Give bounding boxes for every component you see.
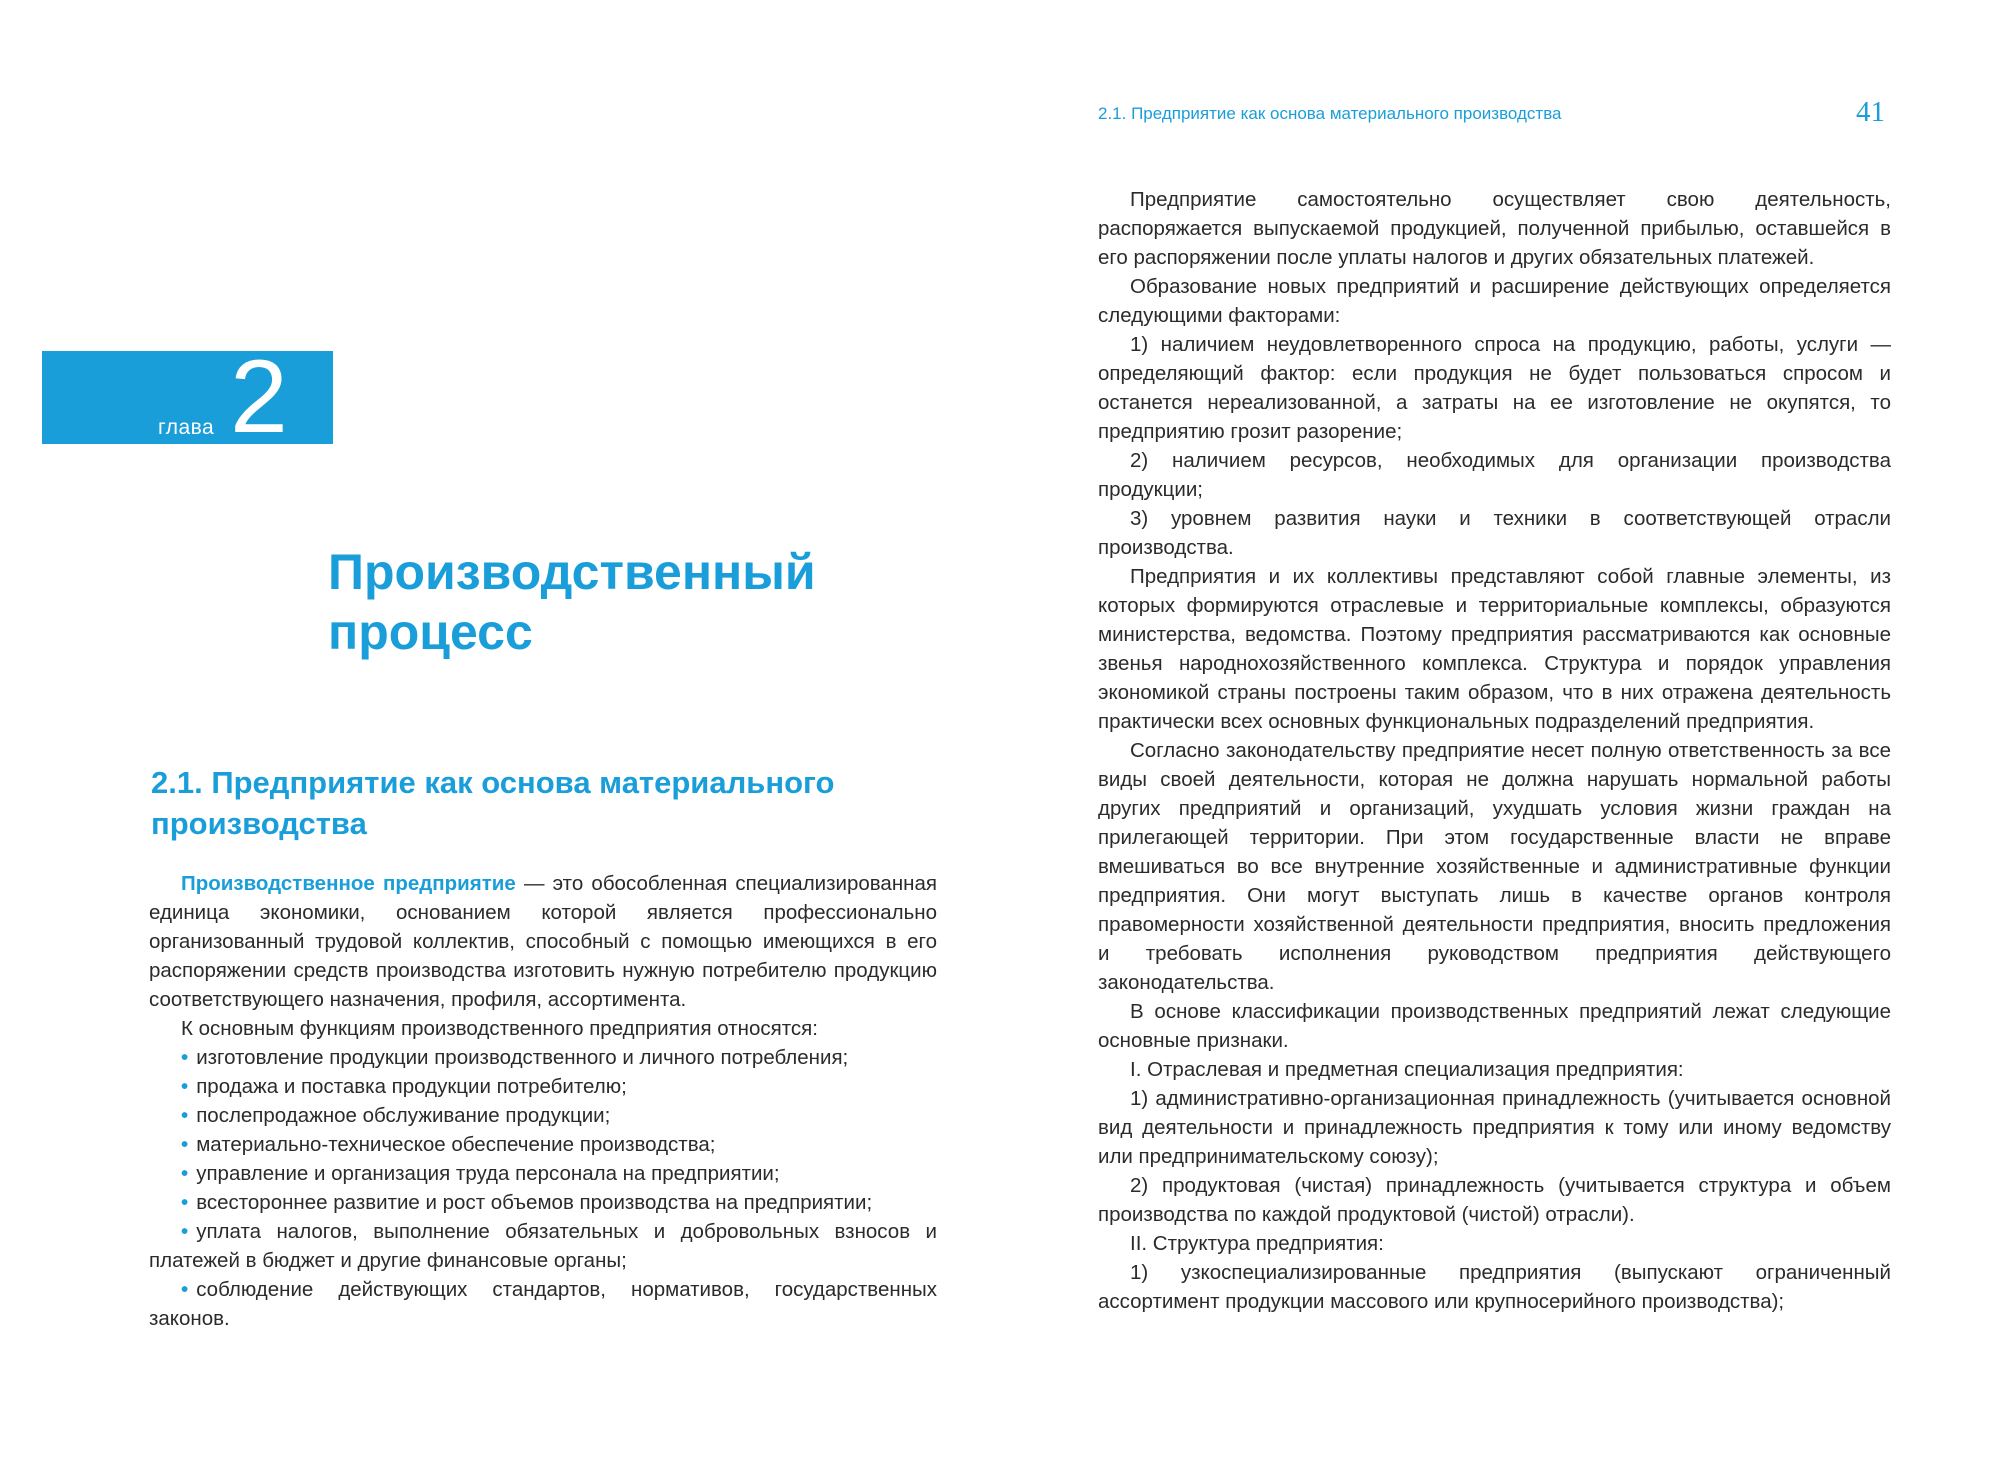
page-number: 41 <box>1856 96 1885 128</box>
definition-paragraph <box>149 869 937 1014</box>
list-item: • соблюдение действующих стандартов, нормативов, государственных законов. <box>149 1278 937 1330</box>
list-item: 1) узкоспециализированные предприятия (выпускают ограниченный ассортимент продукции массового или крупносерийного производства); <box>1098 1261 1891 1313</box>
paragraph: Согласно законодательству предприятие несет полную ответственность за все виды своей деятельности, которая не должна нарушать нормальной работы других предприятий и организаций, ухудшать условия жизни граждан на прилегающей территории. При этом государственные власти не вправе вмешиваться во все внутренние хозяйственные и административные функции предприятия. Они могут выступать лишь в качестве органов контроля правомерности хозяйственной деятельности предприятия, вносить предложения и требовать исполнения руководством предприятия действующего законодательства. <box>1098 739 1891 994</box>
list-item: • управление и организация труда персонала на предприятии; <box>181 1162 780 1185</box>
bullet-icon: • <box>181 1046 189 1069</box>
list-item: • уплата налогов, выполнение обязательных и добровольных взносов и платежей в бюджет и другие финансовые органы; <box>149 1220 937 1272</box>
section-heading: 2.1. Предприятие как основа материального производства <box>151 765 835 841</box>
list-item: 1) наличием неудовлетворенного спроса на продукцию, работы, услуги — определяющий фактор: если продукция не будет пользоваться спросом и останется нереализованной, а затраты на ее изготовление не окупятся, то предприятию грозит разорение; <box>1098 333 1891 443</box>
list-item: 2) наличием ресурсов, необходимых для организации производства продукции; <box>1098 449 1891 501</box>
list-item: • материально-техническое обеспечение производства; <box>181 1133 716 1156</box>
list-item: 3) уровнем развития науки и техники в соответствующей отрасли производства. <box>1098 507 1891 559</box>
definition-text: — это обособленная специализированная единица экономики, основанием которой является профессионально организованный трудовой коллектив, способный с помощью имеющихся в его распоряжении средств производства изготовить нужную потребителю продукцию соответствующего назначения, профиля, ассортимента. <box>149 872 937 1011</box>
functions-list <box>149 1043 937 1333</box>
bullet-icon: • <box>181 1191 189 1214</box>
bullet-icon: • <box>181 1104 189 1127</box>
bullet-icon: • <box>181 1133 189 1156</box>
bullet-icon: • <box>181 1278 189 1301</box>
paragraph: Предприятие самостоятельно осуществляет свою деятельность, распоряжается выпускаемой продукцией, полученной прибылью, оставшейся в его распоряжении после уплаты налогов и других обязательных платежей. <box>1098 188 1891 269</box>
list-item: 2) продуктовая (чистая) принадлежность (учитывается структура и объем производства по каждой продуктовой (чистой) отрасли). <box>1098 1174 1891 1226</box>
chapter-title: Производственный процесс <box>328 544 816 660</box>
functions-intro: К основным функциям производственного предприятия относятся: <box>181 1017 818 1040</box>
chapter-label: глава <box>158 416 215 439</box>
right-page <box>1000 0 2000 1479</box>
paragraph: Образование новых предприятий и расширение действующих определяется следующими факторами: <box>1098 275 1891 327</box>
list-item: • послепродажное обслуживание продукции; <box>181 1104 611 1127</box>
bullet-icon: • <box>181 1220 189 1243</box>
list-item: • изготовление продукции производственного и личного потребления; <box>181 1046 849 1069</box>
right-body-text <box>1098 185 1891 1316</box>
bullet-icon: • <box>181 1162 189 1185</box>
paragraph: В основе классификации производственных предприятий лежат следующие основные признаки. <box>1098 1000 1891 1052</box>
classification-heading: I. Отраслевая и предметная специализация предприятия: <box>1130 1058 1684 1081</box>
bullet-icon: • <box>181 1075 189 1098</box>
list-item: • всестороннее развитие и рост объемов производства на предприятии; <box>181 1191 873 1214</box>
chapter-number: 2 <box>230 351 288 444</box>
list-item: • продажа и поставка продукции потребителю; <box>181 1075 627 1098</box>
left-body-text <box>149 869 937 1333</box>
chapter-badge <box>42 351 333 444</box>
definition-term: Производственное предприятие <box>181 872 516 895</box>
running-head: 2.1. Предприятие как основа материального производства <box>1098 104 1562 123</box>
classification-heading: II. Структура предприятия: <box>1130 1232 1384 1255</box>
paragraph: Предприятия и их коллективы представляют собой главные элементы, из которых формируются отраслевые и территориальные комплексы, образуются министерства, ведомства. Поэтому предприятия рассматриваются как основные звенья народнохозяйственного комплекса. Структура и порядок управления экономикой страны построены таким образом, что в них отражена деятельность практически всех основных функциональных подразделений предприятия. <box>1098 565 1891 733</box>
list-item: 1) административно-организационная принадлежность (учитывается основной вид деятельности и принадлежность предприятия к тому или иному ведомству или предпринимательскому союзу); <box>1098 1087 1891 1168</box>
